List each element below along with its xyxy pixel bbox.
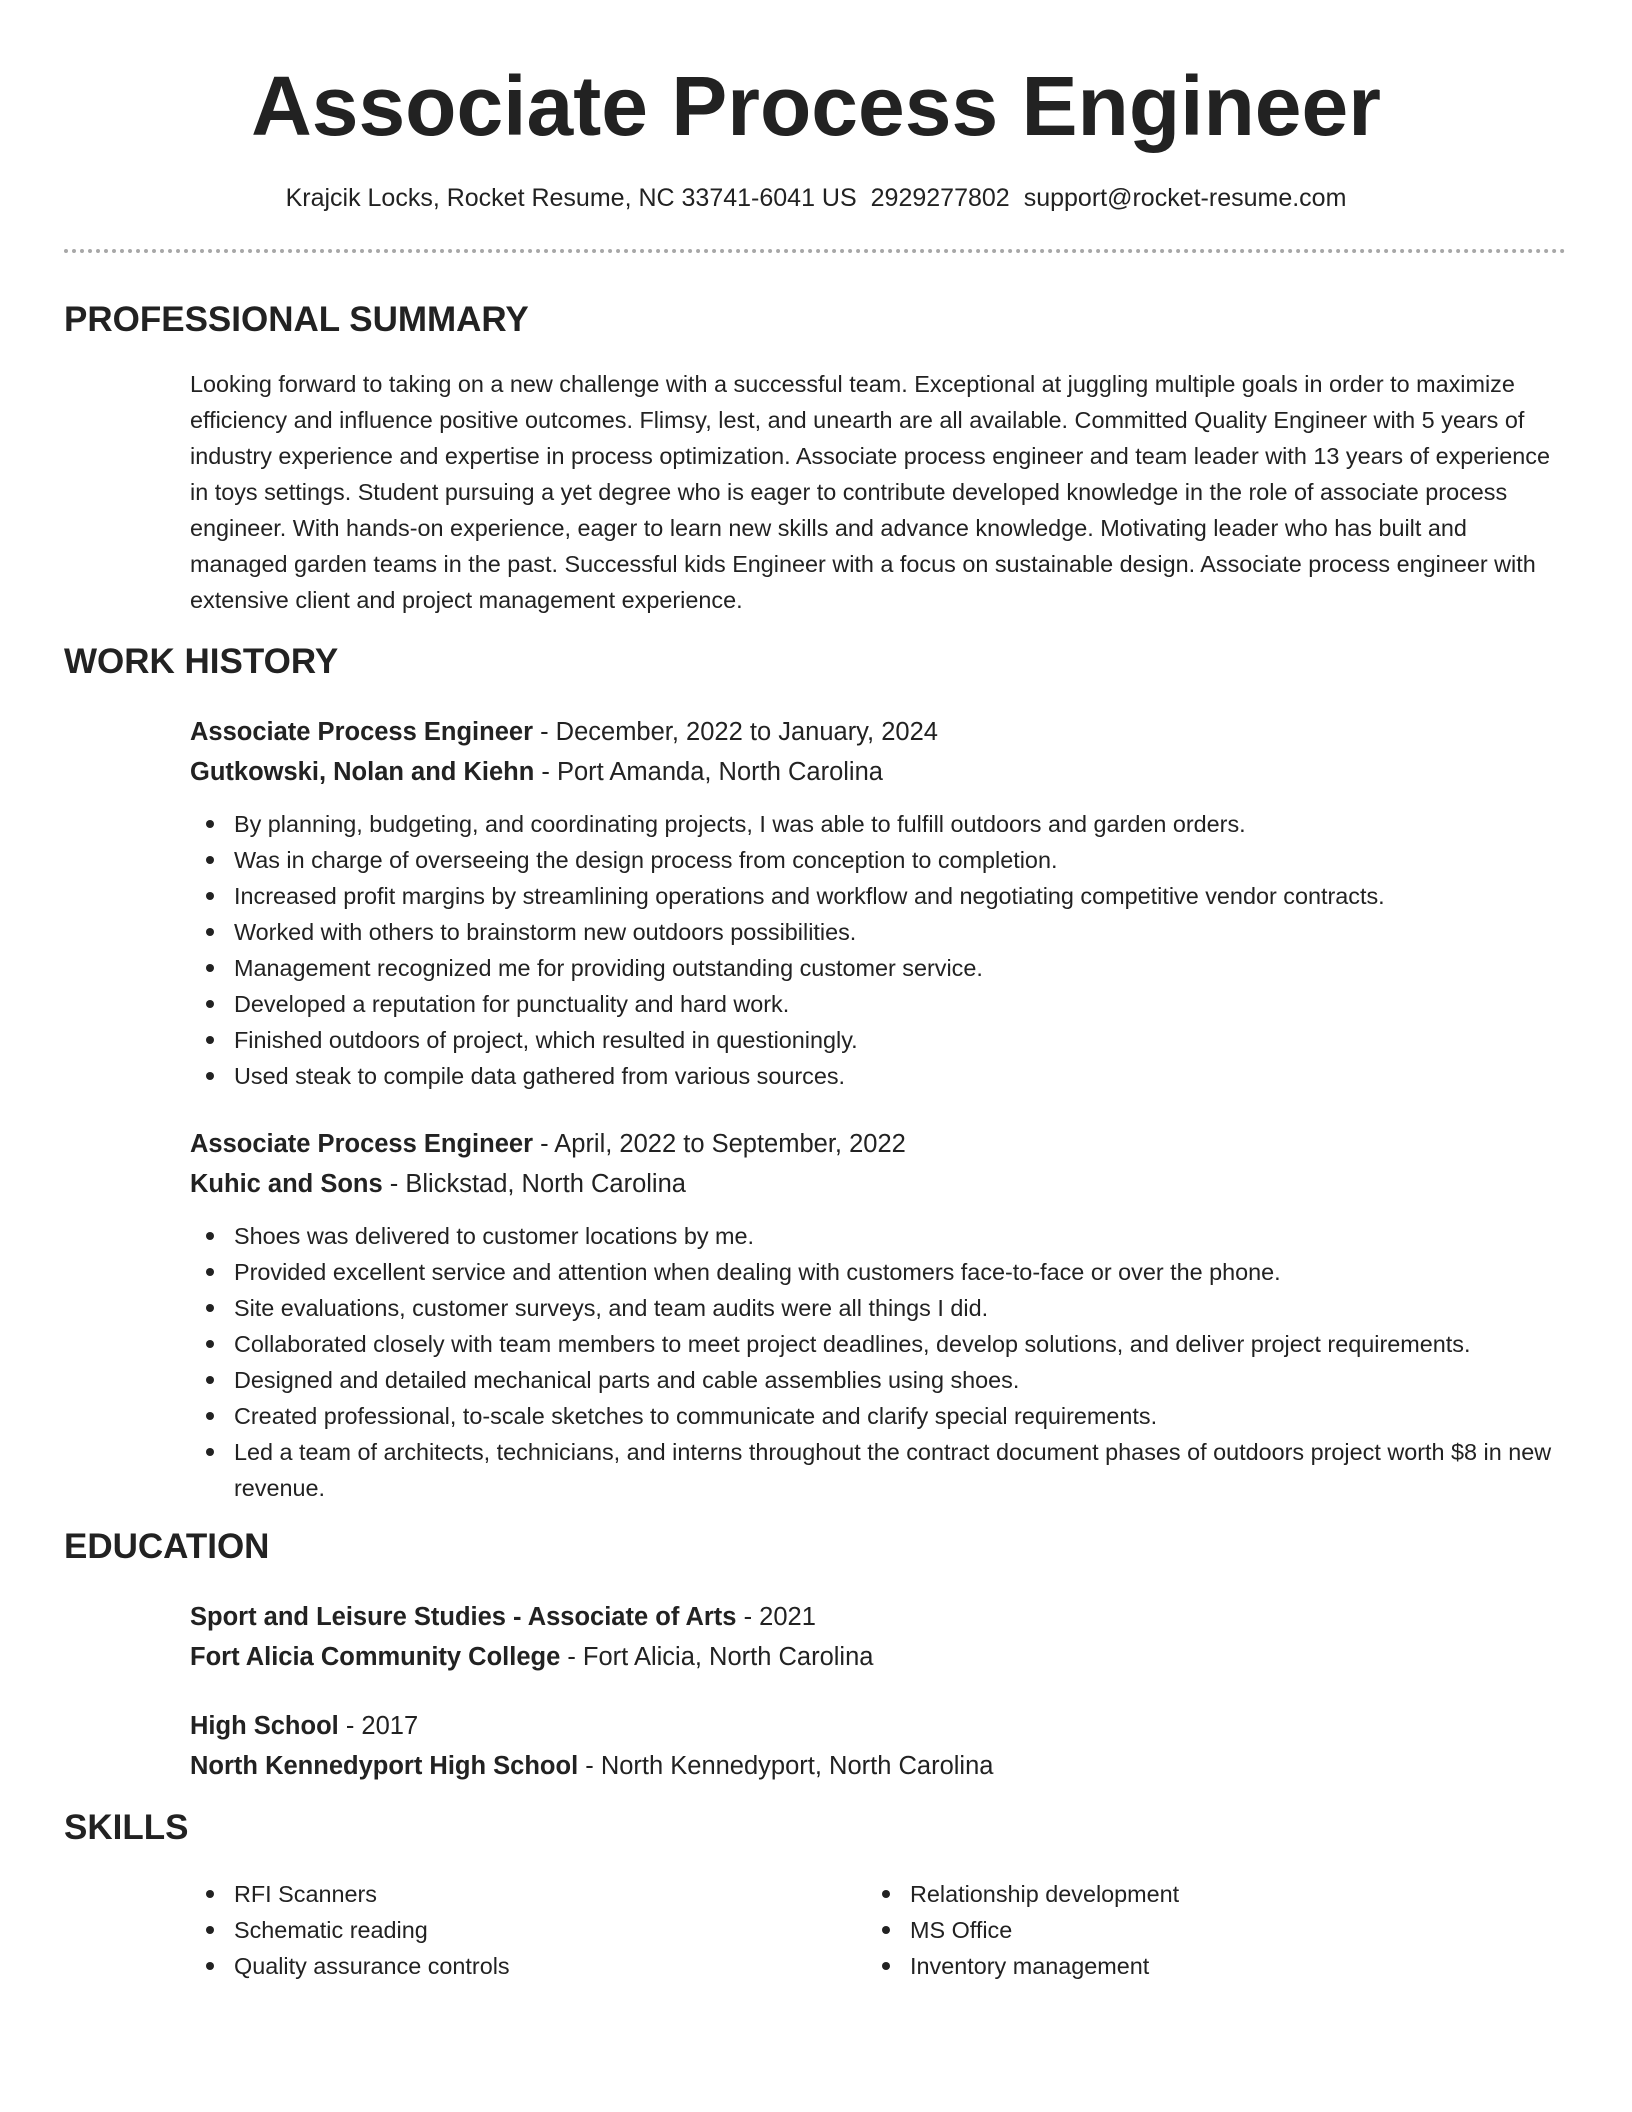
list-item: Finished outdoors of project, which resulted in questioningly. xyxy=(190,1022,1572,1058)
education-degree: Sport and Leisure Studies - Associate of Arts xyxy=(190,1603,737,1631)
job-dates: - April, 2022 to September, 2022 xyxy=(533,1130,906,1158)
education-school: North Kennedyport High School xyxy=(190,1752,579,1780)
education-school-line xyxy=(190,1746,993,1786)
education-school-line xyxy=(190,1637,873,1677)
header-divider xyxy=(64,249,1566,253)
skill-item: MS Office xyxy=(866,1912,1566,1948)
list-item: Created professional, to-scale sketches to communicate and clarify special requirements. xyxy=(190,1398,1572,1434)
list-item: Led a team of architects, technicians, and interns throughout the contract document phases of outdoors project worth $8 in new revenue. xyxy=(190,1434,1572,1506)
job-location: - Blickstad, North Carolina xyxy=(382,1170,686,1198)
list-item: Designed and detailed mechanical parts and cable assemblies using shoes. xyxy=(190,1362,1572,1398)
education-location: - North Kennedyport, North Carolina xyxy=(578,1752,994,1780)
skill-item: Schematic reading xyxy=(190,1912,830,1948)
education-degree-line xyxy=(190,1706,418,1746)
skill-item: Quality assurance controls xyxy=(190,1948,830,1984)
education-degree: High School xyxy=(190,1712,339,1740)
skills-list-right xyxy=(866,1876,1566,1984)
section-heading-education: EDUCATION xyxy=(64,1527,270,1566)
contact-phone: 2929277802 xyxy=(870,184,1010,212)
education-location: - Fort Alicia, North Carolina xyxy=(560,1643,874,1671)
list-item: Used steak to compile data gathered from various sources. xyxy=(190,1058,1572,1094)
section-heading-summary: PROFESSIONAL SUMMARY xyxy=(64,300,529,339)
job-bullets xyxy=(190,1218,1572,1506)
education-school: Fort Alicia Community College xyxy=(190,1643,561,1671)
contact-address: Krajcik Locks, Rocket Resume, NC 33741-6041 US xyxy=(285,184,857,212)
job-dates: - December, 2022 to January, 2024 xyxy=(533,718,938,746)
list-item: Increased profit margins by streamlining operations and workflow and negotiating competitive vendor contracts. xyxy=(190,878,1572,914)
skill-item: Inventory management xyxy=(866,1948,1566,1984)
summary-text: Looking forward to taking on a new challenge with a successful team. Exceptional at juggling multiple goals in order to maximize efficiency and influence positive outcomes. Flimsy, lest, and unearth are all available. Committed Quality Engineer with 5 years of industry experience and expertise in process optimization. Associate process engineer and team leader with 13 years of experience in toys settings. Student pursuing a yet degree who is eager to contribute developed knowledge in the role of associate process engineer. With hands-on experience, eager to learn new skills and advance knowledge. Motivating leader who has built and managed garden teams in the past. Successful kids Engineer with a focus on sustainable design. Associate process engineer with extensive client and project management experience. xyxy=(190,371,1551,613)
list-item: Was in charge of overseeing the design process from conception to completion. xyxy=(190,842,1572,878)
list-item: Collaborated closely with team members to meet project deadlines, develop solutions, and deliver project requirements. xyxy=(190,1326,1572,1362)
education-degree-line xyxy=(190,1597,816,1637)
job-bullets xyxy=(190,806,1572,1094)
list-item: Shoes was delivered to customer locations by me. xyxy=(190,1218,1572,1254)
skill-item: RFI Scanners xyxy=(190,1876,830,1912)
contact-line xyxy=(0,181,1632,215)
list-item: By planning, budgeting, and coordinating projects, I was able to fulfill outdoors and garden orders. xyxy=(190,806,1572,842)
job-title-line xyxy=(190,712,938,752)
skills-list-left xyxy=(190,1876,830,1984)
job-title-line xyxy=(190,1124,906,1164)
job-company-line xyxy=(190,1164,686,1204)
job-title: Associate Process Engineer xyxy=(190,1130,533,1158)
list-item: Worked with others to brainstorm new outdoors possibilities. xyxy=(190,914,1572,950)
job-title: Associate Process Engineer xyxy=(190,718,533,746)
resume-title: Associate Process Engineer xyxy=(251,59,1381,153)
education-year: - 2021 xyxy=(736,1603,816,1631)
section-heading-skills: SKILLS xyxy=(64,1808,189,1847)
list-item: Management recognized me for providing outstanding customer service. xyxy=(190,950,1572,986)
section-heading-work-history: WORK HISTORY xyxy=(64,642,339,681)
list-item: Developed a reputation for punctuality and hard work. xyxy=(190,986,1572,1022)
job-company-line xyxy=(190,752,883,792)
job-company: Gutkowski, Nolan and Kiehn xyxy=(190,758,535,786)
education-year: - 2017 xyxy=(338,1712,419,1740)
list-item: Provided excellent service and attention when dealing with customers face-to-face or over the phone. xyxy=(190,1254,1572,1290)
job-location: - Port Amanda, North Carolina xyxy=(534,758,883,786)
job-company: Kuhic and Sons xyxy=(190,1170,383,1198)
list-item: Site evaluations, customer surveys, and team audits were all things I did. xyxy=(190,1290,1572,1326)
skill-item: Relationship development xyxy=(866,1876,1566,1912)
contact-email[interactable]: support@rocket-resume.com xyxy=(1023,184,1347,212)
